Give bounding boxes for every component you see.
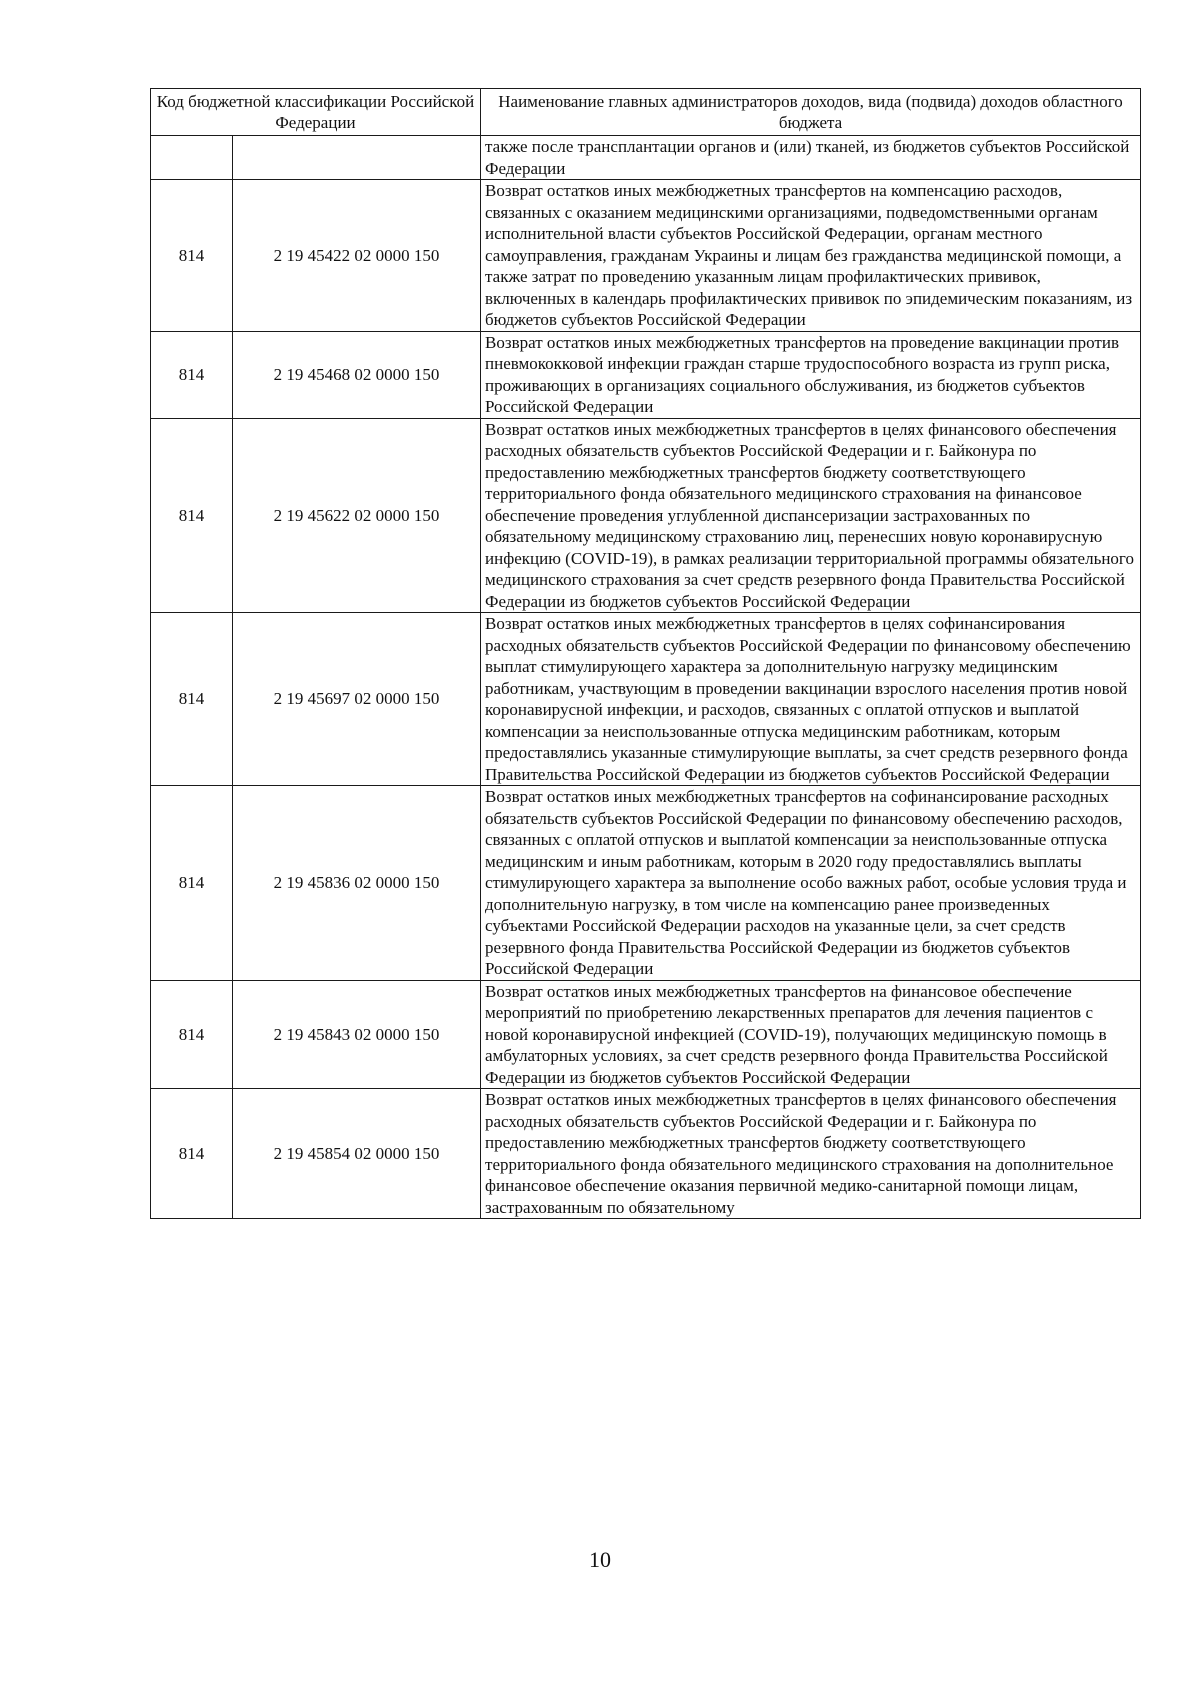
table-row <box>151 786 1141 981</box>
table-row <box>151 613 1141 786</box>
revenue-name-cell: Возврат остатков иных межбюджетных трансфертов на компенсацию расходов, связанных с оказанием медицинскими организациями, подведомственными органам исполнительной власти субъектов Российской Федерации, органам местного самоуправления, гражданам Украины и лицам без гражданства медицинской помощи, а также затрат по проведению указанным лицам профилактических прививок, включенных в календарь профилактических прививок по эпидемическим показаниям, из бюджетов субъектов Российской Федерации <box>481 180 1141 332</box>
budget-classification-code-cell <box>233 136 481 180</box>
admin-code-cell: 814 <box>151 786 233 981</box>
table-row <box>151 180 1141 332</box>
revenue-name-cell: также после трансплантации органов и (или) тканей, из бюджетов субъектов Российской Федерации <box>481 136 1141 180</box>
admin-code-cell <box>151 136 233 180</box>
budget-classification-code-cell: 2 19 45854 02 0000 150 <box>233 1089 481 1219</box>
table-row <box>151 136 1141 180</box>
page-number: 10 <box>589 1547 611 1572</box>
budget-classification-code-cell: 2 19 45697 02 0000 150 <box>233 613 481 786</box>
revenue-name-cell: Возврат остатков иных межбюджетных трансфертов в целях финансового обеспечения расходных обязательств субъектов Российской Федерации и г. Байконура по предоставлению межбюджетных трансфертов бюджету соответствующего территориального фонда обязательного медицинского страхования на дополнительное финансовое обеспечение оказания первичной медико-санитарной помощи лицам, застрахованным по обязательному <box>481 1089 1141 1219</box>
admin-code-cell: 814 <box>151 613 233 786</box>
admin-code-cell: 814 <box>151 331 233 418</box>
revenue-name-cell: Возврат остатков иных межбюджетных трансфертов в целях софинансирования расходных обязательств субъектов Российской Федерации по финансовому обеспечению выплат стимулирующего характера за дополнительную нагрузку медицинским работникам, участвующим в проведении вакцинации взрослого населения против новой коронавирусной инфекции, и расходов, связанных с оплатой отпусков и выплатой компенсации за неиспользованные отпуска медицинским работникам, которым предоставлялись указанные стимулирующие выплаты, за счет средств резервного фонда Правительства Российской Федерации из бюджетов субъектов Российской Федерации <box>481 613 1141 786</box>
budget-classification-code-cell: 2 19 45836 02 0000 150 <box>233 786 481 981</box>
admin-code-cell: 814 <box>151 980 233 1089</box>
revenue-name-cell: Возврат остатков иных межбюджетных трансфертов на финансовое обеспечение мероприятий по приобретению лекарственных препаратов для лечения пациентов с новой коронавирусной инфекцией (COVID-19), получающих медицинскую помощь в амбулаторных условиях, за счет средств резервного фонда Правительства Российской Федерации из бюджетов субъектов Российской Федерации <box>481 980 1141 1089</box>
admin-code-cell: 814 <box>151 418 233 613</box>
table-header-row <box>151 89 1141 136</box>
budget-classification-code-cell: 2 19 45622 02 0000 150 <box>233 418 481 613</box>
budget-classification-code-cell: 2 19 45843 02 0000 150 <box>233 980 481 1089</box>
revenue-name-cell: Возврат остатков иных межбюджетных трансфертов в целях финансового обеспечения расходных обязательств субъектов Российской Федерации и г. Байконура по предоставлению межбюджетных трансфертов бюджету соответствующего территориального фонда обязательного медицинского страхования на финансовое обеспечение проведения углубленной диспансеризации застрахованных по обязательному медицинскому страхованию лиц, перенесших новую коронавирусную инфекцию (COVID-19), в рамках реализации территориальной программы обязательного медицинского страхования за счет средств резервного фонда Правительства Российской Федерации из бюджетов субъектов Российской Федерации <box>481 418 1141 613</box>
revenue-administrators-table <box>150 88 1141 1219</box>
header-budget-code: Код бюджетной классификации Российской Федерации <box>151 89 481 136</box>
table-row <box>151 418 1141 613</box>
admin-code-cell: 814 <box>151 180 233 332</box>
table-row <box>151 1089 1141 1219</box>
table-row <box>151 331 1141 418</box>
header-admin-name: Наименование главных администраторов доходов, вида (подвида) доходов областного бюджета <box>481 89 1141 136</box>
revenue-name-cell: Возврат остатков иных межбюджетных трансфертов на софинансирование расходных обязательств субъектов Российской Федерации по финансовому обеспечению расходов, связанных с оплатой отпусков и выплатой компенсации за неиспользованные отпуска медицинским и иным работникам, которым в 2020 году предоставлялись выплаты стимулирующего характера за выполнение особо важных работ, особые условия труда и дополнительную нагрузку, в том числе на компенсацию ранее произведенных субъектами Российской Федерации расходов на указанные цели, за счет средств резервного фонда Правительства Российской Федерации из бюджетов субъектов Российской Федерации <box>481 786 1141 981</box>
admin-code-cell: 814 <box>151 1089 233 1219</box>
revenue-name-cell: Возврат остатков иных межбюджетных трансфертов на проведение вакцинации против пневмококковой инфекции граждан старше трудоспособного возраста из групп риска, проживающих в организациях социального обслуживания, из бюджетов субъектов Российской Федерации <box>481 331 1141 418</box>
table-body <box>151 136 1141 1219</box>
table-row <box>151 980 1141 1089</box>
budget-classification-code-cell: 2 19 45422 02 0000 150 <box>233 180 481 332</box>
budget-classification-code-cell: 2 19 45468 02 0000 150 <box>233 331 481 418</box>
